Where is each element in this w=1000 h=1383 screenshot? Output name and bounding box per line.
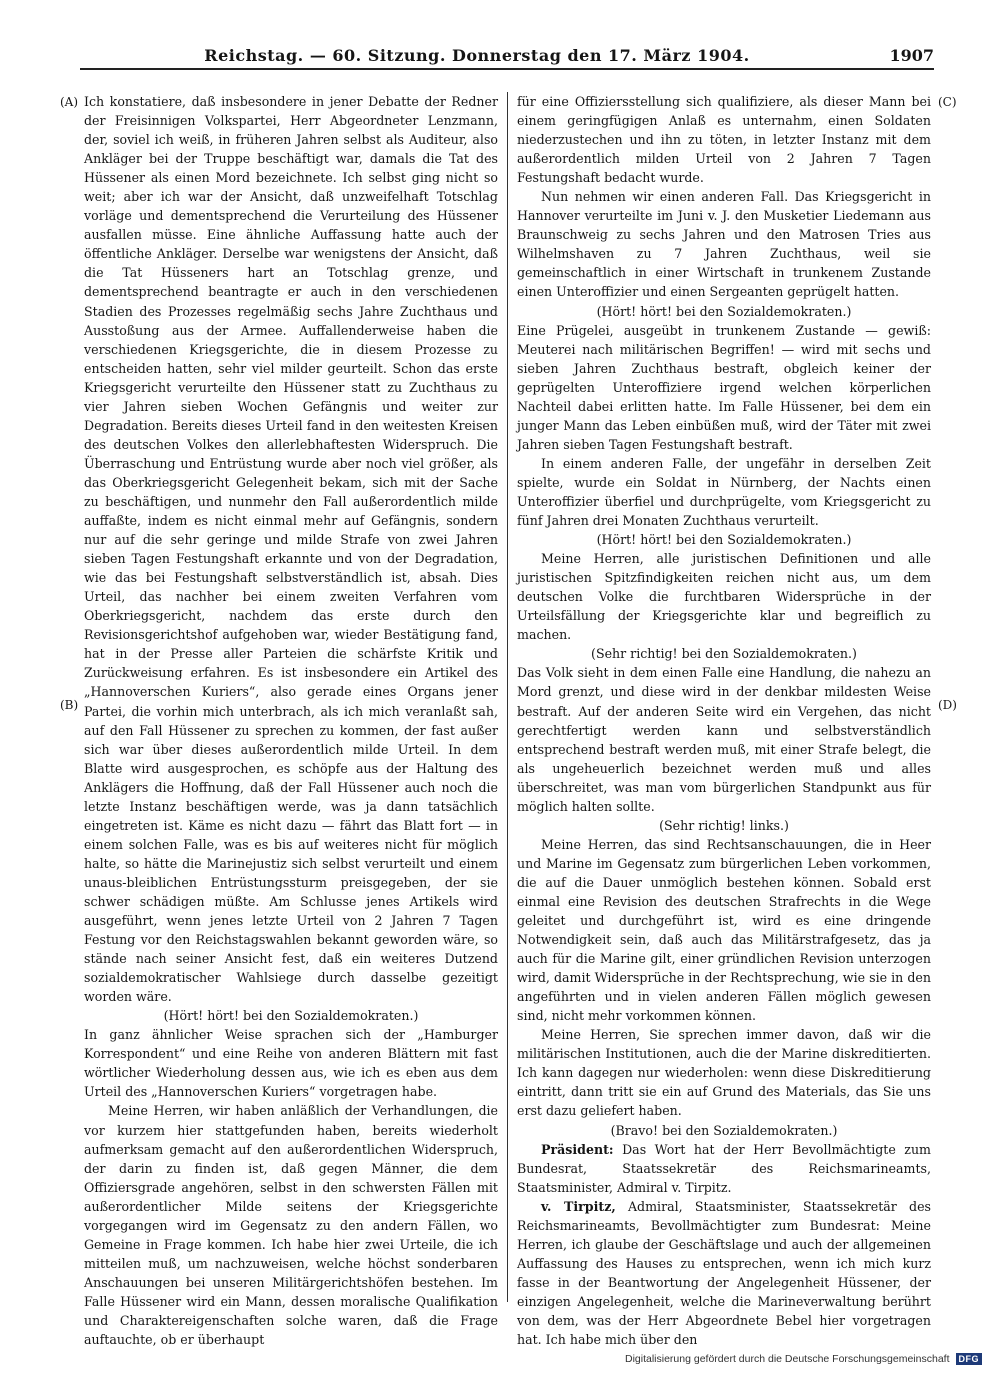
interjection: (Sehr richtig! bei den Sozialdemokraten.) [591,646,857,662]
speaker-name: v. Tirpitz, [541,1198,616,1214]
margin-mark-d: (D) [938,698,957,712]
speaker-text: Das Wort hat der Herr Bevollmächtigte zum Bundesrat, Staatssekretär des Reichsmarineamts, Staatsminister, Admiral v. Tirpitz. [517,1141,931,1195]
paragraph: In einem anderen Falle, der ungefähr in derselben Zeit spielte, wurde ein Soldat in Nürnberg, der Nachts einen Unteroffizier überfiel und durchprügelte, vom Kriegsgericht zu fünf Jahren drei Monaten Zuchthaus verurteilt. [517,455,931,529]
left-column [84,92,498,1348]
interjection: (Bravo! bei den Sozialdemokraten.) [610,1122,838,1138]
paragraph: Meine Herren, Sie sprechen immer davon, daß wir die militärischen Institutionen, auch die der Marine diskreditierten. Ich kann dagegen nur wiederholen: wenn diese Diskreditierung eintritt, dann tritt sie ein auf Grund des Materials, das Sie uns erst dazu geliefert haben. [517,1027,931,1119]
interjection: (Hört! hört! bei den Sozialdemokraten.) [596,303,852,319]
paragraph: Eine Prügelei, ausgeübt in trunkenem Zustande — gewiß: Meuterei nach militärischen Begriffen! — wird mit sechs und sieben Jahren Zuchthaus bestraft, obgleich keiner der geprügelten Unteroffiziere irgend welchen körperlichen Nachteil dabei erlitten hatte. Im Falle Hüssener, bei dem ein junger Mann das Leben einbüßen muß, wird der Täter mit zwei Jahren sieben Tagen Festungshaft bestraft. [517,322,931,452]
paragraph: Meine Herren, alle juristischen Definitionen und alle juristischen Spitzfindigkeiten reichen nicht aus, um dem deutschen Volke die furchtbaren Widersprüche in der Urteilsfällung der Kriegsgerichte klar und begreiflich zu machen. [517,551,931,643]
speaker-paragraph [517,1140,931,1197]
paragraph: Meine Herren, wir haben anläßlich der Verhandlungen, die vor kurzem hier stattgefunden haben, bereits wiederholt aufmerksam gemacht auf den außerordentlichen Widerspruch, der darin zu finden ist, daß gegen Männer, die dem Offiziersgrade angehören, selbst in den schwersten Fällen mit außerordentlicher Milde seitens der Kriegsgerichte vorgegangen wird im Gegensatz zu den andern Fällen, wo Gemeine in Frage kommen. Ich habe hier zwei Urteile, die ich mitteilen muß, um nachzuweisen, welche höchst sonderbaren Anschauungen bei unseren Militärgerichtshöfen bestehen. Im Falle Hüssener wird ein Mann, dessen moralische Qualifikation und Charaktereigenschaften solche waren, daß die Frage auftauchte, ob er überhaupt [84,1103,498,1348]
paragraph: für eine Offiziersstellung sich qualifiziere, als dieser Mann bei einem geringfügigen Anlaß es unternahm, einen Soldaten niederzustechen und ihn zu töten, in letzter Instanz mit dem außerordentlich milden Urteil von 2 Jahren 7 Tagen Festungshaft bedacht wurde. [517,94,931,186]
paragraph: Ich konstatiere, daß insbesondere in jener Debatte der Redner der Freisinnigen Volkspartei, Herr Abgeordneter Lenzmann, der, soviel ich weiß, in früheren Jahren selbst als Auditeur, also Ankläger bei der Truppe beschäftigt war, damals die Tat des Hüssener als einen Mord bezeichnete. Ich selbst ging nicht so weit; aber ich war der Ansicht, daß unzweifelhaft Totschlag vorläge und dementsprechend die Verurteilung des Hüssener ausfallen müsse. Eine ähnliche Auffassung hatte auch der öffentliche Ankläger. Derselbe war wenigstens der Ansicht, daß die Tat Hüsseners hart an Totschlag grenze, und dementsprechend beantragte er auch in den verschiedenen Stadien des Prozesses regelmäßig sechs Jahre Zuchthaus und Ausstoßung aus der Armee. Auffallenderweise haben die verschiedenen Kriegsgerichte, die in diesem Prozesse zu entscheiden hatten, sehr viel milder geurteilt. Schon das erste Kriegsgericht verurteilte den Hüssener statt zu Zuchthaus zu vier Jahren sieben Wochen Gefängnis und weiter zur Degradation. Bereits dieses Urteil fand in den weitesten Kreisen des deutschen Volkes den allerlebhaftesten Widerspruch. Die Überraschung und Entrüstung wurde aber noch viel größer, als das Oberkriegsgericht Gelegenheit bekam, sich mit der Sache zu beschäftigen, und nunmehr den Fall außerordentlich milde auffaßte, indem es nicht einmal mehr auf Gefängnis, sondern nur auf die sehr geringe und milde Strafe von zwei Jahren sieben Tagen Festungshaft erkannte und von der Degradation, wie das bei Festungshaft selbstverständlich ist, absah. Dies Urteil, das nachher bei einem zweiten Verfahren vom Oberkriegsgericht, nachdem das erste durch den Revisionsgerichtshof aufgehoben war, wieder Bestätigung fand, hat in der Presse aller Parteien die schärfste Kritik und Zurückweisung erfahren. Es ist insbesondere ein Artikel des „Hannoverschen Kuriers“, also gerade eines Organs jener Partei, die vorhin mich unterbrach, als ich mich veranlaßt sah, auf den Fall Hüssener zu sprechen zu kommen, der fast außer sich war über dieses außerordentlich milde Urteil. In dem Blatte wird ausgesprochen, es schöpfe aus der Haltung des Anklägers die Hoffnung, daß der Fall Hüssener auch noch die letzte Instanz beschäftigen werde, was ja dann tatsächlich eingetreten ist. Käme es nicht dazu — fährt das Blatt fort — in einem solchen Falle, was es bis auf weiteres nicht für möglich halte, so hätte die Marinejustiz sich selbst verurteilt und einem unaus-bleiblichen Entrüstungssturm preisgegeben, der sie schwer schädigen müßte. Am Schlusse jenes Artikels wird ausgeführt, wenn jenes letzte Urteil von 2 Jahren 7 Tagen Festung vor den Reichstagswahlen bekannt geworden wäre, so stände nach seiner Ansicht fest, daß ein weiteres Dutzend sozialdemokratischer Wahlsiege durch dasselbe gezeitigt worden wäre. [84,94,498,1005]
footer [625,1353,982,1365]
interjection: (Hört! hört! bei den Sozialdemokraten.) [596,532,852,548]
margin-mark-b: (B) [60,698,79,712]
running-title: Reichstag. — 60. Sitzung. Donnerstag den 17. März 1904. [204,46,750,65]
paragraph: Das Volk sieht in dem einen Falle eine Handlung, die nahezu an Mord grenzt, und diese wird in der denkbar mildesten Weise bestraft. Auf der anderen Seite wird ein Vergehen, das nicht gerechtfertigt werden kann und selbstverständlich entsprechend bestraft werden muß, mit einer Strafe belegt, die als ungeheuerlich bezeichnet werden muß und alles überschreitet, was man vom bürgerlichen Standpunkt aus für möglich halten sollte. [517,665,931,814]
speaker-paragraph [517,1197,931,1349]
interjection: (Sehr richtig! links.) [659,817,789,833]
speaker-text: Admiral, Staatsminister, Staatssekretär des Reichsmarineamts, Bevollmächtigter zum Bundesrat: Meine Herren, ich glaube der Geschäftslage und auch der allgemeinen Auffassung des Hauses zu entsprechen, wenn ich mich kurz fasse in der Beantwortung der Angelegenheit Hüssener, der einzigen Angelegenheit, welche die Marineverwaltung berührt von dem, was der Herr Abgeordnete Bebel hier vorgetragen hat. Ich habe mich über den [517,1198,931,1348]
column-divider [507,92,508,1302]
speaker-name: Präsident: [541,1141,614,1157]
paragraph: In ganz ähnlicher Weise sprachen sich der „Hamburger Korrespondent“ und eine Reihe von anderen Blättern mit fast wörtlicher Wiederholung dessen aus, wie ich es eben aus dem Urteil des „Hannoverschen Kuriers“ vorgetragen habe. [84,1027,498,1100]
page-header [80,46,934,70]
paragraph: Nun nehmen wir einen anderen Fall. Das Kriegsgericht in Hannover verurteilte im Juni v. J. den Musketier Liedemann aus Braunschweig zu sechs Jahren und den Matrosen Tries aus Wilhelmshaven zu 7 Jahren Zuchthaus, weil sie gemeinschaftlich in einer Wirtschaft in trunkenem Zustande einen Unteroffizier und einen Sergeanten geprügelt hatten. [517,189,931,300]
paragraph: Meine Herren, das sind Rechtsanschauungen, die in Heer und Marine im Gegensatz zum bürgerlichen Leben vorkommen, die auf die Dauer unmöglich bestehen können. Sobald erst einmal eine Revision des deutschen Strafrechts in die Wege geleitet und durchgeführt ist, wird es eine dringende Notwendigkeit sein, daß auch das Militärstrafgesetz, das ja auch für die Marine gilt, einer gründlichen Revision unterzogen wird, damit Widersprüche in der Rechtsprechung, wie sie in den angeführten und in vielen anderen Fällen möglich gewesen sind, nicht mehr vorkommen können. [517,836,931,1024]
right-column [517,92,931,1348]
dfg-logo: DFG [956,1353,983,1365]
margin-mark-a: (A) [60,95,79,109]
page-number: 1907 [889,46,934,65]
footer-text: Digitalisierung gefördert durch die Deutsche Forschungsgemeinschaft [624,1353,950,1365]
margin-mark-c: (C) [938,95,957,109]
interjection: (Hört! hört! bei den Sozialdemokraten.) [163,1008,419,1024]
